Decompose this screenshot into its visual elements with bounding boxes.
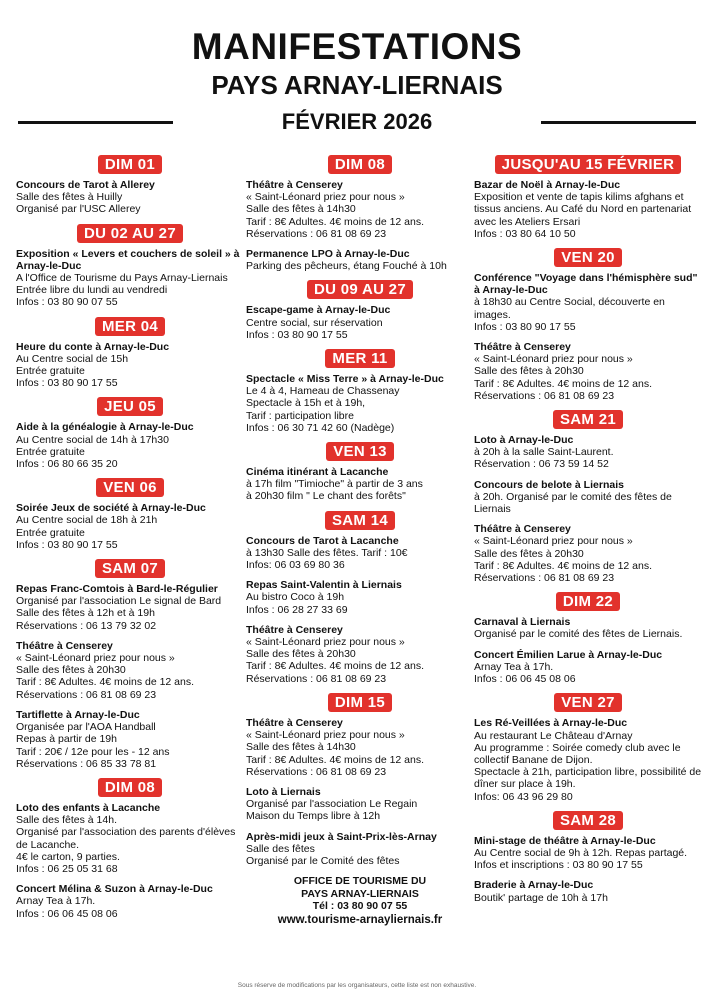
month-heading: FÉVRIER 2026 <box>281 109 433 134</box>
event-item <box>246 304 474 341</box>
event-detail: Salle des fêtes à 14h30 <box>246 203 356 216</box>
date-badge: MER 11 <box>325 349 394 368</box>
column-2 <box>246 155 474 927</box>
date-badge-row <box>16 224 244 246</box>
event-item <box>246 248 474 272</box>
date-badge: SAM 07 <box>95 559 165 578</box>
event-detail: Organisé par le comité des fêtes de Liernais. <box>474 628 683 641</box>
event-detail: à 13h30 Salle des fêtes. Tarif : 10€ <box>246 546 408 559</box>
event-detail: Arnay Tea à 17h. <box>474 660 554 673</box>
date-badge-row <box>246 693 474 715</box>
divider-right <box>541 121 696 124</box>
event-item <box>474 835 702 872</box>
page-subtitle: PAYS ARNAY-LIERNAIS <box>211 70 503 100</box>
event-item <box>16 709 244 770</box>
column-3 <box>474 155 702 912</box>
event-title: Concert Mélina & Suzon à Arnay-le-Duc <box>16 883 213 896</box>
event-detail: Tarif : 8€ Adultes. 4€ moins de 12 ans. <box>246 660 425 673</box>
event-detail: Parking des pêcheurs, étang Fouché à 10h <box>246 260 447 273</box>
event-item <box>474 717 702 802</box>
event-detail: « Saint-Léonard priez pour nous » <box>246 729 405 742</box>
event-detail: Tarif : 8€ Adultes. 4€ moins de 12 ans. <box>246 215 425 228</box>
event-detail: Au programme : Soirée comedy club avec le collectif Banane de Dijon. <box>474 741 681 766</box>
event-detail: Tarif : 8€ Adultes. 4€ moins de 12 ans. <box>246 753 425 766</box>
event-detail: Salle des fêtes à 20h30 <box>474 547 584 560</box>
event-title: Escape-game à Arnay-le-Duc <box>246 304 391 317</box>
event-title: Bazar de Noël à Arnay-le-Duc <box>474 179 621 191</box>
date-badge-row <box>246 442 474 464</box>
event-detail: Infos : 06 28 27 33 69 <box>246 603 348 616</box>
event-detail: Au Centre social de 14h à 17h30 <box>16 433 169 446</box>
event-detail: « Saint-Léonard priez pour nous » <box>246 191 405 204</box>
event-detail: Spectacle à 21h, participation libre, possibilité de dîner sur place à 19h. <box>474 766 702 791</box>
event-item <box>246 373 474 434</box>
date-badge-row <box>246 280 474 302</box>
event-detail: Infos : 06 06 45 08 06 <box>16 907 118 920</box>
event-detail: Au Centre social de 18h à 21h <box>16 514 158 527</box>
event-detail: Tarif : 20€ / 12e pour les - 12 ans <box>16 745 170 758</box>
event-detail: « Saint-Léonard priez pour nous » <box>246 636 405 649</box>
event-title: Théâtre à Censerey <box>16 639 113 652</box>
event-detail: Salle des fêtes à 14h. <box>16 814 117 827</box>
event-detail: Au restaurant Le Château d'Arnay <box>474 729 633 742</box>
event-detail: Maison du Temps libre à 12h <box>246 810 381 823</box>
event-detail: Réservations : 06 81 08 69 23 <box>474 572 615 585</box>
event-detail: Salle des fêtes <box>246 842 315 855</box>
event-detail: A l'Office de Tourisme du Pays Arnay-Liernais <box>16 272 228 285</box>
event-detail: Le 4 à 4, Hameau de Chassenay <box>246 385 400 398</box>
date-badge: DU 09 AU 27 <box>307 280 413 299</box>
date-badge-row <box>16 397 244 419</box>
event-detail: à 17h film "Timioche" à partir de 3 ans <box>246 478 423 491</box>
event-detail: Réservations : 06 81 08 69 23 <box>16 688 157 701</box>
event-title: Théâtre à Censerey <box>246 623 343 636</box>
event-detail: Réservations : 06 81 08 69 23 <box>246 227 387 240</box>
event-item <box>16 640 244 701</box>
date-badge: DIM 15 <box>328 693 392 712</box>
event-title: Braderie à Arnay-le-Duc <box>474 879 594 892</box>
date-badge: VEN 06 <box>96 478 164 497</box>
date-badge-row <box>16 559 244 581</box>
event-detail: Infos : 06 30 71 42 60 (Nadège) <box>246 421 395 434</box>
event-title: Les Ré-Veillées à Arnay-le-Duc <box>474 717 628 730</box>
event-detail: Exposition et vente de tapis kilims afghans et tissus anciens. Au Café du Nord en partenariat avec les Ateliers Ersari <box>474 191 692 228</box>
event-detail: Infos : 06 80 66 35 20 <box>16 458 118 471</box>
office-website-link[interactable]: www.tourisme-arnayliernais.fr <box>277 913 443 926</box>
event-detail: à 20h. Organisé par le comité des fêtes de Liernais <box>474 490 672 516</box>
event-detail: Réservations : 06 81 08 69 23 <box>474 389 615 402</box>
event-detail: Salle des fêtes à Huilly <box>16 191 123 204</box>
tourism-office-block <box>246 875 474 927</box>
date-badge-row <box>474 592 702 614</box>
date-badge-row <box>16 478 244 500</box>
event-detail: Entrée gratuite <box>16 365 85 378</box>
date-badge: SAM 28 <box>553 811 623 830</box>
event-detail: Organisé par l'association Le signal de Bard <box>16 595 222 608</box>
event-title: Carnaval à Liernais <box>474 616 571 629</box>
event-detail: Infos : 03 80 90 07 55 <box>16 296 118 309</box>
office-name-line2: PAYS ARNAY-LIERNAIS <box>301 887 419 900</box>
event-item <box>246 535 474 572</box>
event-item <box>16 179 244 216</box>
event-title: Conférence "Voyage dans l'hémisphère sud" à Arnay-le-Duc <box>474 272 698 297</box>
event-title: Théâtre à Censerey <box>474 341 571 354</box>
date-badge: VEN 27 <box>554 693 622 712</box>
event-detail: Entrée gratuite <box>16 445 85 458</box>
event-item <box>474 879 702 903</box>
event-item <box>246 786 474 823</box>
date-badge-row <box>474 410 702 432</box>
event-detail: Tarif : 8€ Adultes. 4€ moins de 12 ans. <box>474 559 653 572</box>
event-detail: Réservations : 06 13 79 32 02 <box>16 619 157 632</box>
date-badge: VEN 20 <box>554 248 622 267</box>
date-badge: DIM 08 <box>328 155 392 174</box>
event-detail: Tarif : participation libre <box>246 409 354 422</box>
date-badge: DU 02 AU 27 <box>77 224 183 243</box>
event-item <box>246 717 474 778</box>
date-badge: MER 04 <box>95 317 165 336</box>
event-detail: Réservation : 06 73 59 14 52 <box>474 458 609 471</box>
event-item <box>16 421 244 470</box>
event-detail: Réservations : 06 81 08 69 23 <box>246 672 387 685</box>
event-title: Repas Saint-Valentin à Liernais <box>246 579 402 592</box>
event-title: Permanence LPO à Arnay-le-Duc <box>246 248 410 261</box>
event-item <box>474 616 702 640</box>
event-title: Cinéma itinérant à Lacanche <box>246 466 389 479</box>
event-detail: Au bistro Coco à 19h <box>246 591 345 604</box>
event-item <box>16 883 244 920</box>
event-item <box>16 583 244 632</box>
event-detail: Infos et inscriptions : 03 80 90 17 55 <box>474 859 643 872</box>
date-badge: VEN 13 <box>326 442 394 461</box>
date-badge-row <box>246 511 474 533</box>
event-detail: Infos : 03 80 90 17 55 <box>16 538 118 551</box>
event-detail: Infos : 06 06 45 08 06 <box>474 673 576 686</box>
event-item <box>246 831 474 868</box>
event-detail: Organisé par l'USC Allerey <box>16 203 141 216</box>
event-item <box>474 434 702 471</box>
page-title: MANIFESTATIONS <box>191 26 523 67</box>
date-badge: DIM 22 <box>556 592 620 611</box>
event-title: Spectacle « Miss Terre » à Arnay-le-Duc <box>246 373 444 386</box>
event-item <box>474 479 702 516</box>
event-detail: Réservations : 06 85 33 78 81 <box>16 757 157 770</box>
event-detail: Organisé par l'association Le Regain <box>246 798 418 811</box>
event-title: Loto à Liernais <box>246 785 321 798</box>
event-detail: Boutik' partage de 10h à 17h <box>474 891 608 904</box>
date-badge-row <box>474 811 702 833</box>
event-title: Exposition « Levers et couchers de soleil » à Arnay-le-Duc <box>16 247 240 272</box>
event-detail: Salle des fêtes à 20h30 <box>246 648 356 661</box>
event-item <box>246 179 474 240</box>
event-title: Aide à la généalogie à Arnay-le-Duc <box>16 421 194 434</box>
date-badge: JEU 05 <box>97 397 163 416</box>
date-badge: SAM 21 <box>553 410 623 429</box>
event-title: Concert Émilien Larue à Arnay-le-Duc <box>474 648 663 661</box>
event-item <box>16 502 244 551</box>
office-name-line1: OFFICE DE TOURISME DU <box>293 875 427 888</box>
date-badge: JUSQU'AU 15 FÉVRIER <box>495 155 682 174</box>
event-title: Théâtre à Censerey <box>246 179 343 191</box>
event-detail: Organisée par l'AOA Handball <box>16 721 156 734</box>
event-detail: Salle des fêtes à 14h30 <box>246 741 356 754</box>
event-detail: Infos : 03 80 90 17 55 <box>474 320 576 333</box>
event-detail: Infos : 03 80 90 17 55 <box>246 328 348 341</box>
event-detail: Arnay Tea à 17h. <box>16 895 96 908</box>
event-detail: Spectacle à 15h et à 19h, <box>246 397 366 410</box>
event-item <box>246 579 474 616</box>
event-detail: Organisé par l'association des parents d'élèves de Lacanche. <box>16 826 236 851</box>
event-title: Mini-stage de théâtre à Arnay-le-Duc <box>474 834 656 847</box>
office-phone: Tél : 03 80 90 07 55 <box>312 900 408 913</box>
event-item <box>246 624 474 685</box>
event-detail: Tarif : 8€ Adultes. 4€ moins de 12 ans. <box>16 676 195 689</box>
event-detail: Entrée libre du lundi au vendredi <box>16 284 168 297</box>
date-badge-row <box>16 317 244 339</box>
event-detail: Réservations : 06 81 08 69 23 <box>246 765 387 778</box>
event-detail: « Saint-Léonard priez pour nous » <box>474 535 633 548</box>
event-detail: à 18h30 au Centre Social, découverte en images. <box>474 296 665 321</box>
event-detail: Entrée gratuite <box>16 526 85 539</box>
event-item <box>474 341 702 402</box>
event-detail: « Saint-Léonard priez pour nous » <box>474 353 633 366</box>
date-badge-row <box>474 693 702 715</box>
event-item <box>16 802 244 875</box>
event-detail: Infos : 03 80 90 17 55 <box>16 377 118 390</box>
date-badge: SAM 14 <box>325 511 395 530</box>
event-detail: Infos : 03 80 64 10 50 <box>474 227 576 240</box>
date-badge-row <box>246 155 474 177</box>
event-title: Après-midi jeux à Saint-Prix-lès-Arnay <box>246 830 437 843</box>
date-badge: DIM 08 <box>98 778 162 797</box>
event-detail: Tarif : 8€ Adultes. 4€ moins de 12 ans. <box>474 377 653 390</box>
date-badge-row <box>16 778 244 800</box>
event-detail: Infos : 06 25 05 31 68 <box>16 862 118 875</box>
event-title: Heure du conte à Arnay-le-Duc <box>16 340 170 353</box>
event-title: Loto à Arnay-le-Duc <box>474 434 574 447</box>
event-detail: Salle des fêtes à 12h et à 19h <box>16 607 155 620</box>
event-detail: Centre social, sur réservation <box>246 316 383 329</box>
event-title: Concours de belote à Liernais <box>474 478 624 491</box>
event-detail: Au Centre social de 15h <box>16 352 129 365</box>
event-detail: Organisé par le Comité des fêtes <box>246 854 400 867</box>
event-title: Théâtre à Censerey <box>474 523 571 536</box>
date-badge-row <box>16 155 244 177</box>
event-title: Concours de Tarot à Lacanche <box>246 534 399 547</box>
date-badge: DIM 01 <box>98 155 162 174</box>
event-detail: Infos: 06 43 96 29 80 <box>474 790 573 803</box>
event-title: Repas Franc-Comtois à Bard-le-Régulier <box>16 583 218 596</box>
event-item <box>16 248 244 309</box>
event-item <box>474 649 702 686</box>
event-item <box>474 272 702 333</box>
event-detail: à 20h30 film " Le chant des forêts" <box>246 490 406 503</box>
event-title: Théâtre à Censerey <box>246 716 343 729</box>
event-detail: Salle des fêtes à 20h30 <box>474 365 584 378</box>
event-detail: à 20h à la salle Saint-Laurent. <box>474 446 614 459</box>
event-detail: Au Centre social de 9h à 12h. Repas partagé. <box>474 846 688 859</box>
event-item <box>474 179 702 240</box>
event-detail: Repas à partir de 19h <box>16 733 117 746</box>
date-badge-row <box>474 248 702 270</box>
event-detail: « Saint-Léonard priez pour nous » <box>16 652 175 665</box>
event-title: Tartiflette à Arnay-le-Duc <box>16 708 140 721</box>
event-title: Concours de Tarot à Allerey <box>16 179 155 191</box>
event-title: Soirée Jeux de société à Arnay-le-Duc <box>16 502 206 515</box>
event-item <box>246 466 474 503</box>
event-item <box>474 523 702 584</box>
event-detail: Salle des fêtes à 20h30 <box>16 664 126 677</box>
event-item <box>16 341 244 390</box>
event-title: Loto des enfants à Lacanche <box>16 801 161 814</box>
date-badge-row <box>474 155 702 177</box>
event-detail: 4€ le carton, 9 parties. <box>16 850 120 863</box>
event-detail: Infos: 06 03 69 80 36 <box>246 559 345 572</box>
disclaimer: Sous réserve de modifications par les organisateurs, cette liste est non exhaustive. <box>237 982 477 989</box>
date-badge-row <box>246 349 474 371</box>
column-1 <box>16 155 244 928</box>
